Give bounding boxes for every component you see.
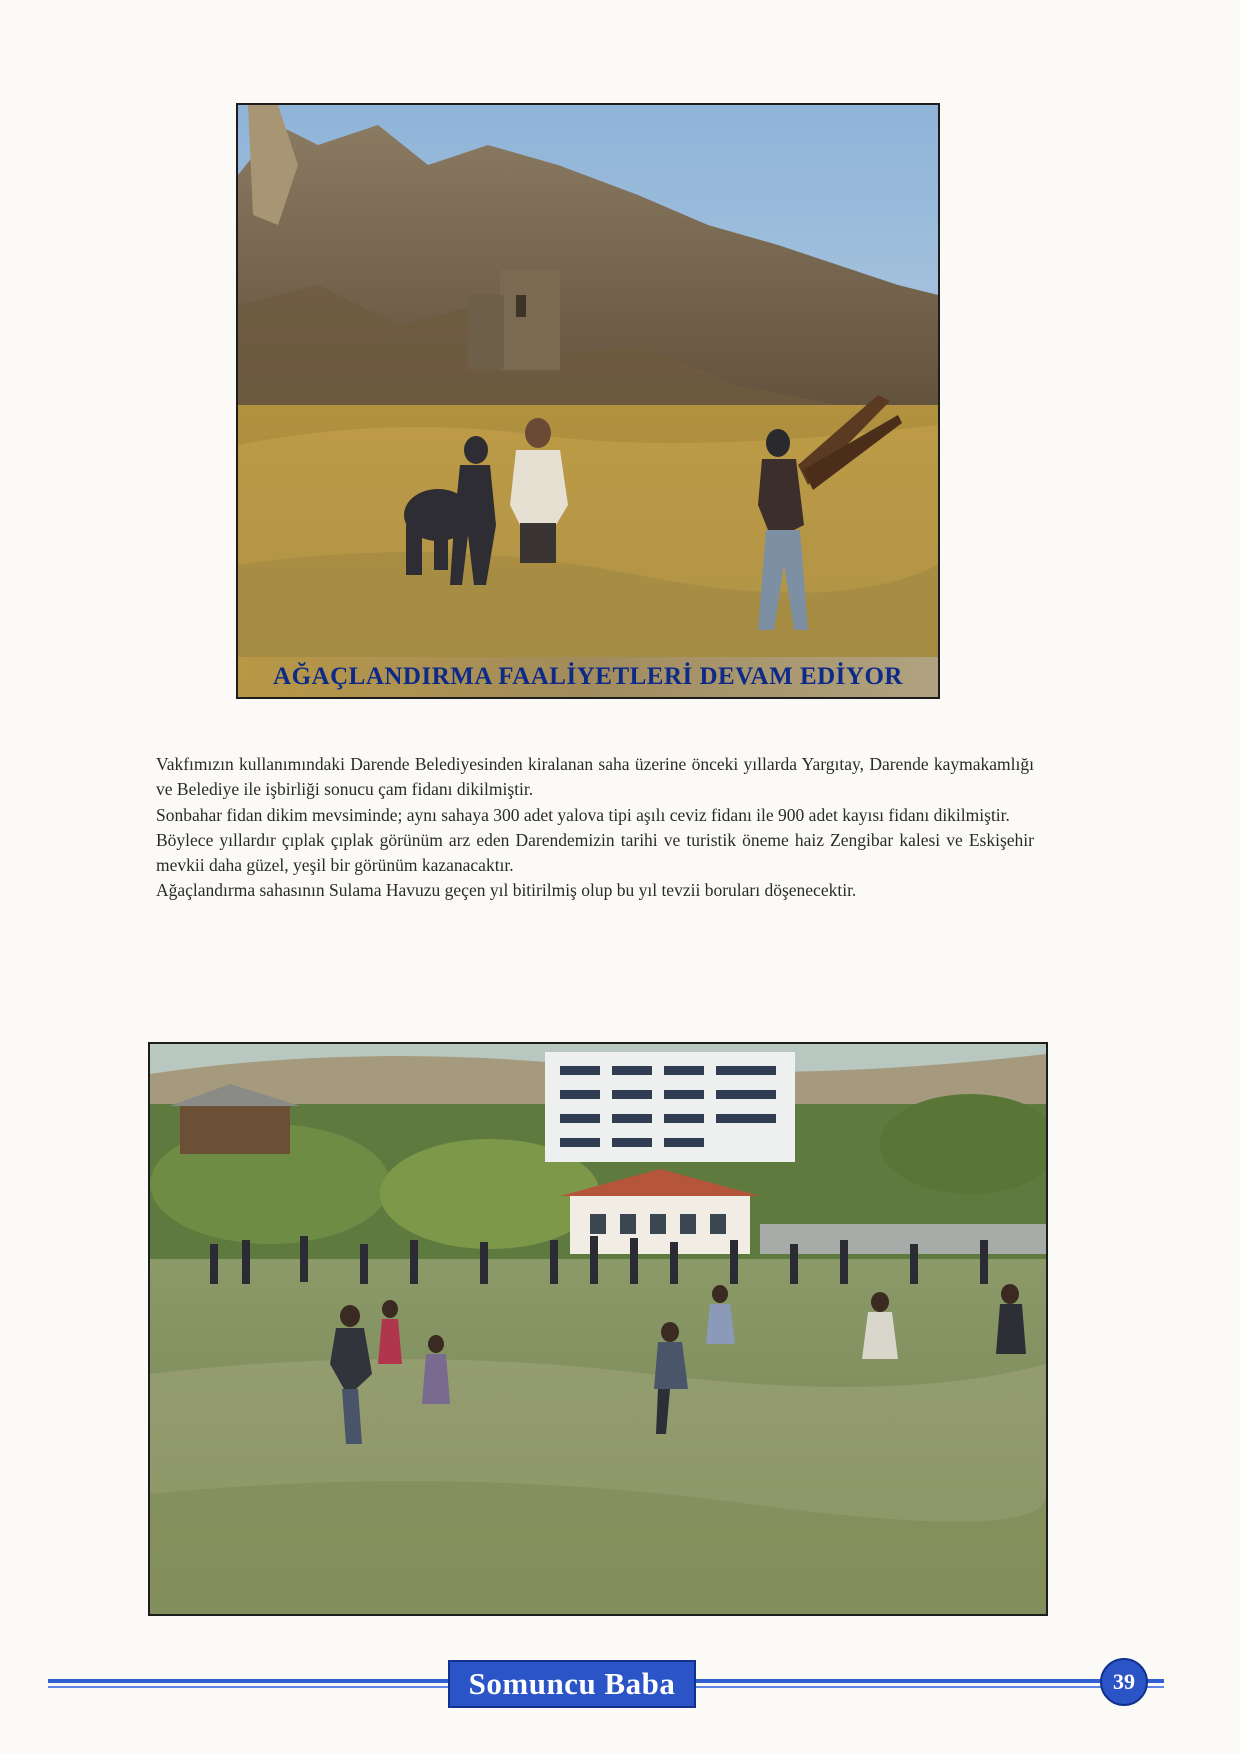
article-paragraph: Böylece yıllardır çıplak çıplak görünüm arz eden Darendemizin tarihi ve turistik öneme haiz Zengibar kalesi ve Eskişehir mevkii daha güzel, yeşil bir görünüm kazanacaktır. (156, 829, 1034, 876)
magazine-brand-badge (448, 1660, 696, 1708)
page-number: 39 (1113, 1669, 1135, 1694)
volunteers-planting-image (150, 1044, 1046, 1614)
article-paragraph: Sonbahar fidan dikim mevsiminde; aynı sahaya 300 adet yalova tipi aşılı ceviz fidanı ile 900 adet kayısı fidanı dikilmiştir. (156, 804, 1010, 825)
page-number-badge (1100, 1658, 1148, 1706)
castle-hillside-image (238, 105, 938, 697)
afforestation-photo-castle (236, 103, 940, 699)
photo-caption: AĞAÇLANDIRMA FAALİYETLERİ DEVAM EDİYOR (273, 663, 903, 690)
photo-caption-strip (238, 657, 938, 697)
magazine-brand: Somuncu Baba (468, 1666, 676, 1701)
afforestation-photo-volunteers (148, 1042, 1048, 1616)
article-paragraph: Vakfımızın kullanımındaki Darende Belediyesinden kiralanan saha üzerine önceki yıllarda Yargıtay, Darende kaymakamlığı ve Belediye ile işbirliği sonucu çam fidanı dikilmiştir. (156, 754, 1034, 800)
article-body (156, 752, 1034, 904)
article-paragraph: Ağaçlandırma sahasının Sulama Havuzu geçen yıl bitirilmiş olup bu yıl tevzii boruları döşenecektir. (156, 880, 857, 901)
